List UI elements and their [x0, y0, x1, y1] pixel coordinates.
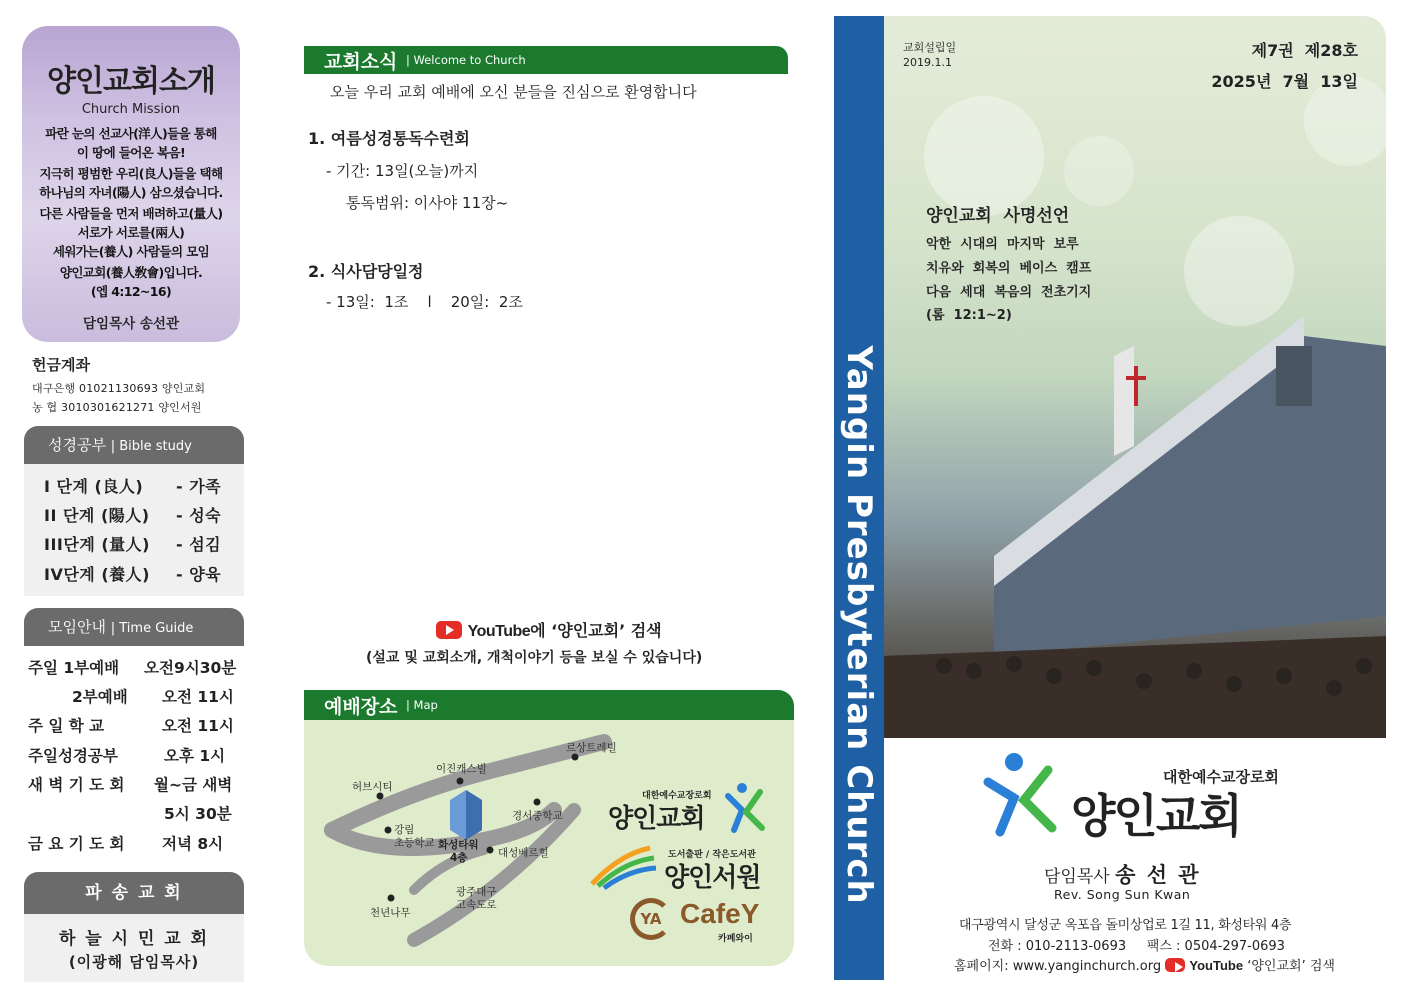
time-row-name: 주일 1부예배: [28, 659, 120, 677]
time-row-name: 주 일 학 교: [28, 717, 105, 735]
time-row-time: 오후 1시: [164, 747, 226, 765]
seowon-logo-icon: [590, 844, 660, 890]
news-header: [304, 46, 788, 74]
map-place: 고속도로: [456, 899, 497, 911]
offering-account-2: 농 협 3010301621271 양인서원: [32, 401, 202, 414]
study-row: I 단계 (良人) - 가족: [44, 477, 222, 496]
mission-line: 다른 사람들을 먼저 배려하고(量人) 서로가 서로를(兩人) 세워가는(養人) 사람들의 모임: [39, 206, 223, 259]
cover-denomination: 대한예수교장로회: [1163, 768, 1279, 786]
offering-title: 헌금계좌: [32, 356, 90, 374]
cover-mission-line: 다음 세대 복음의 전초기지: [926, 285, 1092, 300]
cover-date: 2025년 7월 13일: [1211, 72, 1358, 91]
map-place: 천년나무: [370, 907, 411, 919]
youtube-icon: [1165, 958, 1185, 972]
mission-line: 양인교회(養人敎會)입니다. (엡 4:12~16): [59, 265, 203, 299]
mission-subtitle: Church Mission: [81, 102, 181, 117]
mission-church-name: 하 늘 시 민 교 회: [58, 929, 210, 949]
map-seowon-logo: 양인서원: [664, 863, 761, 893]
time-row-time: 오전9시30분: [144, 659, 237, 677]
cover-founded-label: 교회설립일: [903, 41, 957, 54]
cover-mission-title: 양인교회 사명선언: [926, 206, 1070, 226]
youtube-icon: [436, 621, 462, 639]
cover-mission-line: 치유와 회복의 베이스 캠프: [926, 261, 1092, 276]
time-guide-title: 모임안내: [48, 618, 106, 636]
study-row: III단계 (量人) - 섬김: [44, 535, 222, 554]
time-guide-list: [24, 646, 244, 858]
offering-account-1: 대구은행 01021130693 양인교회: [32, 382, 206, 395]
map-subtitle: | Map: [406, 698, 438, 712]
cover-mission-line: (롬 12:1~2): [926, 308, 1012, 323]
bible-study-section: [24, 426, 244, 596]
cover-founded-date: 2019.1.1: [903, 56, 952, 69]
time-row-name: 새 벽 기 도 회: [28, 776, 125, 794]
map-church-denomination: 대한예수교장로회: [642, 791, 712, 801]
time-row-time: 오전 11시: [162, 688, 234, 706]
youtube-search-line: [436, 618, 662, 641]
time-row-time: 월~금 새벽: [154, 776, 233, 794]
time-row-time: 저녁 8시: [162, 835, 224, 853]
church-logo-icon: [722, 782, 768, 834]
mission-line: 파란 눈의 선교사(洋人)들을 통해 이 땅에 들어온 복음!: [45, 126, 217, 160]
time-guide-header: [24, 608, 244, 646]
cover-youtube-brand: YouTube: [1189, 958, 1244, 973]
map-place: 광주대구: [456, 886, 497, 898]
cover-phone: 전화 : 010-2113-0693 팩스 : 0504-297-0693: [988, 939, 1285, 954]
map-place: 허브시티: [352, 781, 393, 793]
time-row-name: 2부예배: [72, 688, 128, 706]
map-place: 강림: [394, 824, 415, 836]
time-guide-section: [24, 608, 244, 858]
mission-pastor: 담임목사 송선관: [83, 316, 179, 332]
map-place: 대성베르힐: [498, 847, 549, 859]
news-item-line: - 13일: 1조 l 20일: 2조: [326, 293, 523, 311]
cover-church-photo: [884, 16, 1386, 738]
mission-line: 지극히 평범한 우리(良人)들을 택해 하나님의 자녀(陽人) 삼으셨습니다.: [39, 166, 223, 200]
bible-study-title: 성경공부: [48, 436, 106, 454]
mission-church-pastor: (이광해 담임목사): [68, 953, 200, 971]
youtube-search-text: 에 ‘양인교회’ 검색: [530, 621, 662, 640]
cover-pastor: [1044, 859, 1201, 889]
map-seowon-small: 도서출판 / 작은도서관: [668, 850, 756, 860]
map-title: 예배장소: [324, 696, 398, 718]
news-item-heading: 1. 여름성경통독수련회: [308, 129, 470, 148]
time-guide-subtitle: | Time Guide: [110, 621, 194, 636]
map-place: 화성타워: [438, 839, 479, 851]
mission-church-body: [24, 914, 244, 982]
cover-address: 대구광역시 달성군 옥포읍 돌미상업로 1길 11, 화성타워 4층: [959, 918, 1292, 933]
map-section: [304, 690, 794, 966]
mission-church-header: 파 송 교 회: [24, 872, 244, 914]
cafe-logo-icon: YA: [630, 898, 672, 940]
bible-study-list: [24, 464, 244, 596]
cover-mission-line: 악한 시대의 마지막 보루: [926, 237, 1079, 252]
cover-pastor-label: 담임목사: [1044, 867, 1110, 887]
map-church-logo: 양인교회: [608, 804, 705, 834]
time-row-name: 주일성경공부: [28, 747, 118, 765]
cover-homepage-line: [954, 955, 1335, 974]
cover-issue: 제7권 제28호: [1251, 41, 1358, 60]
map-place: 르상트레빌: [566, 742, 617, 754]
map-cafe-small: 카페와이: [718, 934, 753, 944]
cover-youtube-search: ‘양인교회’ 검색: [1247, 959, 1335, 974]
news-welcome: 오늘 우리 교회 예배에 오신 분들을 진심으로 환영합니다: [330, 83, 697, 101]
map-place: 이진캐스빌: [436, 763, 487, 775]
time-row-time: 5시 30분: [164, 805, 232, 823]
news-subtitle: | Welcome to Church: [406, 53, 526, 67]
cover-pastor-en: Rev. Song Sun Kwan: [1054, 887, 1191, 902]
cover-pastor-name: 송 선 관: [1115, 863, 1201, 887]
news-item-line: 통독범위: 이사야 11장~: [346, 194, 509, 212]
church-building-illustration: [884, 16, 1386, 738]
cover-church-name: 양인교회: [1071, 789, 1241, 843]
youtube-note: (설교 및 교회소개, 개척이야기 등을 보실 수 있습니다): [366, 650, 703, 666]
cover-church-logo-icon: [982, 752, 1062, 838]
cover-vertical-title: Yangin Presbyterian Church: [839, 345, 879, 905]
study-row: IV단계 (養人) - 양육: [44, 565, 222, 584]
bible-study-header: [24, 426, 244, 464]
time-row-time: 오전 11시: [162, 717, 234, 735]
cover-homepage[interactable]: 홈페이지: www.yanginchurch.org: [954, 959, 1162, 974]
map-place: 4층: [450, 852, 468, 864]
news-item-heading: 2. 식사담당일정: [308, 262, 424, 281]
time-row-name: 금 요 기 도 회: [28, 835, 125, 853]
study-row: II 단계 (陽人) - 성숙: [44, 506, 222, 525]
news-title: 교회소식: [324, 51, 398, 73]
building-icon: [450, 790, 482, 840]
bible-study-subtitle: | Bible study: [110, 439, 192, 454]
map-cafe-logo: CafeY: [680, 898, 760, 929]
mission-body: [28, 124, 234, 303]
map-place: 경서중학교: [512, 810, 563, 822]
mission-title: 양인교회소개: [47, 64, 215, 99]
mission-church-section: [24, 872, 244, 982]
youtube-brand: YouTube: [467, 623, 531, 640]
map-place: 초등학교: [394, 837, 435, 849]
church-mission-card: [22, 26, 240, 342]
news-item-line: - 기간: 13일(오늘)까지: [326, 162, 479, 180]
